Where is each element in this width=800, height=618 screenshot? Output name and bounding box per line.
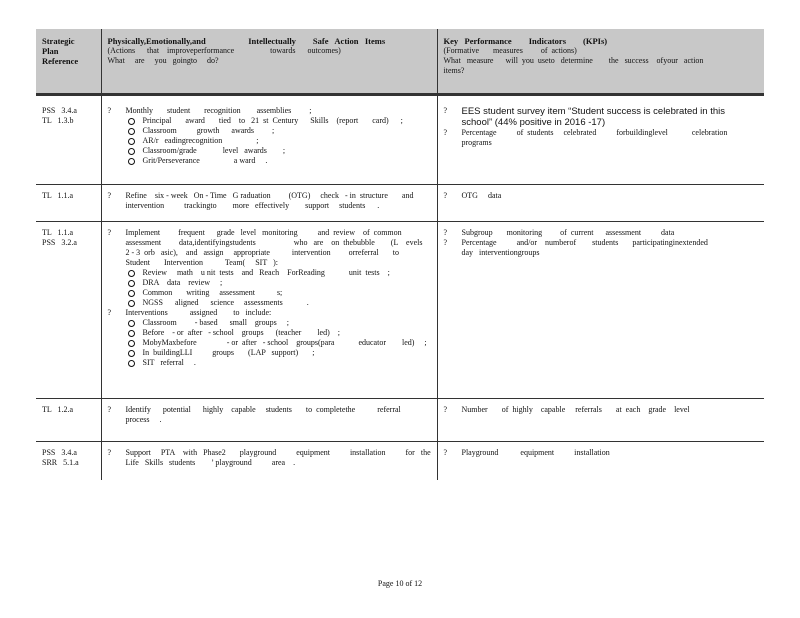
circle-bullet-icon	[128, 300, 135, 307]
action-text-continued: process .	[125, 415, 162, 424]
sub-bullet-text: AR/r eadingrecognition ;	[142, 136, 259, 145]
action-plan-table	[36, 29, 764, 480]
sub-bullet-text: In buildingLLI groups (LAP support) ;	[142, 348, 315, 357]
sub-bullet-text: Classroom - based small groups ;	[142, 318, 289, 327]
table-row	[36, 442, 764, 481]
reference-code: TL 1.3.b	[42, 116, 74, 125]
strategic-reference-cell	[36, 442, 101, 481]
action-text: Identify potential highly capable students to completethe referral	[125, 405, 401, 414]
sub-bullet-item	[108, 288, 433, 298]
header-action-items: Physically,Emotionally,and Intellectually Safe Action Items (Actions that improveperformance towards outcomes) What are you goingto do?	[101, 29, 437, 95]
action-text-continued: 2 - 3 orb asic), and assign appropriate intervention orreferral to	[125, 248, 399, 257]
sub-bullet-text: Classroom growth awards ;	[142, 126, 275, 135]
action-items-cell	[101, 399, 437, 442]
sub-bullet-text: Common writing assessment s;	[142, 288, 283, 297]
kpi-item	[444, 448, 761, 458]
sub-bullet-text: Classroom/grade level awards ;	[142, 146, 286, 155]
sub-bullet-item	[108, 328, 433, 338]
action-text: Refine six - week On - Time G raduation (OTG) check - in structure and	[125, 191, 414, 200]
bullet-marker: ?	[443, 405, 448, 414]
circle-bullet-icon	[128, 290, 135, 297]
bullet-marker: ?	[107, 308, 112, 317]
sub-bullet-item	[108, 156, 433, 166]
circle-bullet-icon	[128, 148, 135, 155]
sub-bullet-text: Before - or after - school groups (teacher led) ;	[142, 328, 340, 337]
action-text: Implement frequent grade level monitoring and review of common	[125, 228, 402, 237]
kpi-cell	[437, 399, 764, 442]
table-row	[36, 222, 764, 399]
table-row	[36, 95, 764, 185]
sub-bullet-item	[108, 268, 433, 278]
reference-code: PSS 3.4.a	[42, 106, 77, 115]
table-header-row	[36, 29, 764, 95]
action-text: Support PTA with Phase2 playground equipment installation for the	[125, 448, 431, 457]
kpi-cell	[437, 95, 764, 185]
kpi-item	[444, 228, 761, 238]
circle-bullet-icon	[128, 340, 135, 347]
strategic-reference-cell	[36, 222, 101, 399]
kpi-text: Playground equipment installation	[461, 448, 610, 457]
action-item	[108, 191, 433, 201]
circle-bullet-icon	[128, 128, 135, 135]
action-item	[108, 448, 433, 458]
circle-bullet-icon	[128, 158, 135, 165]
action-text-continued: Student Intervention Team( SIT ):	[125, 258, 278, 267]
header-kpis: Key Performance Indicators (KPIs) (Formative measures of actions) What measure will you useto determine the success ofyour action items?	[437, 29, 764, 95]
kpi-survey-text-continued: school” (44% positive in 2016 -17)	[461, 117, 606, 128]
reference-code: PSS 3.2.a	[42, 238, 77, 247]
action-text-continued: intervention trackingto more effectively support students .	[125, 201, 380, 210]
reference-code: TL 1.1.a	[42, 228, 74, 237]
sub-bullet-item	[108, 318, 433, 328]
bullet-marker: ?	[443, 448, 448, 457]
bullet-marker: ?	[107, 106, 112, 115]
bullet-marker: ?	[107, 405, 112, 414]
document-page	[36, 29, 764, 480]
bullet-marker: ?	[107, 228, 112, 237]
strategic-reference-cell	[36, 95, 101, 185]
action-item	[108, 308, 433, 318]
action-text: Monthly student recognition assemblies ;	[125, 106, 312, 115]
page-number: Page 10 of 12	[377, 579, 423, 588]
kpi-item	[444, 191, 761, 201]
circle-bullet-icon	[128, 330, 135, 337]
action-items-cell	[101, 95, 437, 185]
bullet-marker: ?	[443, 228, 448, 237]
sub-bullet-item	[108, 298, 433, 308]
reference-code: PSS 3.4.a	[42, 448, 77, 457]
kpi-item	[444, 128, 761, 138]
kpi-text: Percentage of students celebrated forbuildinglevel celebration	[461, 128, 728, 137]
action-item	[108, 405, 433, 415]
action-item	[108, 106, 433, 116]
table-body	[36, 95, 764, 481]
circle-bullet-icon	[128, 320, 135, 327]
strategic-reference-cell	[36, 399, 101, 442]
circle-bullet-icon	[128, 138, 135, 145]
action-items-cell	[101, 185, 437, 222]
kpi-cell	[437, 442, 764, 481]
action-text: Interventions assigned to include:	[125, 308, 272, 317]
sub-bullet-text: Principal award tied to 21 st Century Skills (report card) ;	[142, 116, 403, 125]
kpi-text: OTG data	[461, 191, 502, 200]
reference-code: TL 1.2.a	[42, 405, 74, 414]
strategic-reference-cell	[36, 185, 101, 222]
kpi-cell	[437, 185, 764, 222]
sub-bullet-item	[108, 338, 433, 348]
sub-bullet-item	[108, 136, 433, 146]
bullet-marker: ?	[443, 106, 448, 115]
table-row	[36, 399, 764, 442]
reference-code: SRR 5.1.a	[42, 458, 79, 467]
kpi-text: Number of highly capable referrals at each grade level	[461, 405, 690, 414]
sub-bullet-text: MobyMaxbefore - or after - school groups(para educator led) ;	[142, 338, 427, 347]
sub-bullet-text: SIT referral .	[142, 358, 196, 367]
sub-bullet-item	[108, 278, 433, 288]
kpi-text: Percentage and/or numberof students participatinginextended	[461, 238, 708, 247]
bullet-marker: ?	[443, 128, 448, 137]
action-items-cell	[101, 222, 437, 399]
action-text-continued: assessment data,identifyingstudents who are on thebubble (L evels	[125, 238, 423, 247]
reference-code: TL 1.1.a	[42, 191, 74, 200]
sub-bullet-text: NGSS aligned science assessments .	[142, 298, 309, 307]
kpi-item	[444, 405, 761, 415]
table-row	[36, 185, 764, 222]
action-item	[108, 228, 433, 238]
circle-bullet-icon	[128, 360, 135, 367]
sub-bullet-item	[108, 116, 433, 126]
circle-bullet-icon	[128, 118, 135, 125]
sub-bullet-item	[108, 146, 433, 156]
header-strategic-plan-reference: Strategic Plan Reference	[36, 29, 101, 95]
action-text-continued: Life Skills students ’ playground area .	[125, 458, 296, 467]
circle-bullet-icon	[128, 270, 135, 277]
kpi-text-continued: day interventiongroups	[461, 248, 540, 257]
bullet-marker: ?	[443, 238, 448, 247]
sub-bullet-item	[108, 348, 433, 358]
sub-bullet-text: Grit/Perseverance a ward .	[142, 156, 268, 165]
bullet-marker: ?	[107, 448, 112, 457]
kpi-survey-text: EES student survey item “Student success is celebrated in this	[461, 106, 725, 117]
bullet-marker: ?	[443, 191, 448, 200]
kpi-text-continued: programs	[461, 138, 492, 147]
kpi-item	[444, 106, 761, 117]
kpi-cell	[437, 222, 764, 399]
kpi-item	[444, 238, 761, 248]
action-items-cell	[101, 442, 437, 481]
sub-bullet-item	[108, 126, 433, 136]
sub-bullet-item	[108, 358, 433, 368]
sub-bullet-text: DRA data review ;	[142, 278, 223, 287]
kpi-text: Subgroup monitoring of current assessment data	[461, 228, 675, 237]
sub-bullet-text: Review math u nit tests and Reach ForReading unit tests ;	[142, 268, 390, 277]
circle-bullet-icon	[128, 350, 135, 357]
bullet-marker: ?	[107, 191, 112, 200]
circle-bullet-icon	[128, 280, 135, 287]
